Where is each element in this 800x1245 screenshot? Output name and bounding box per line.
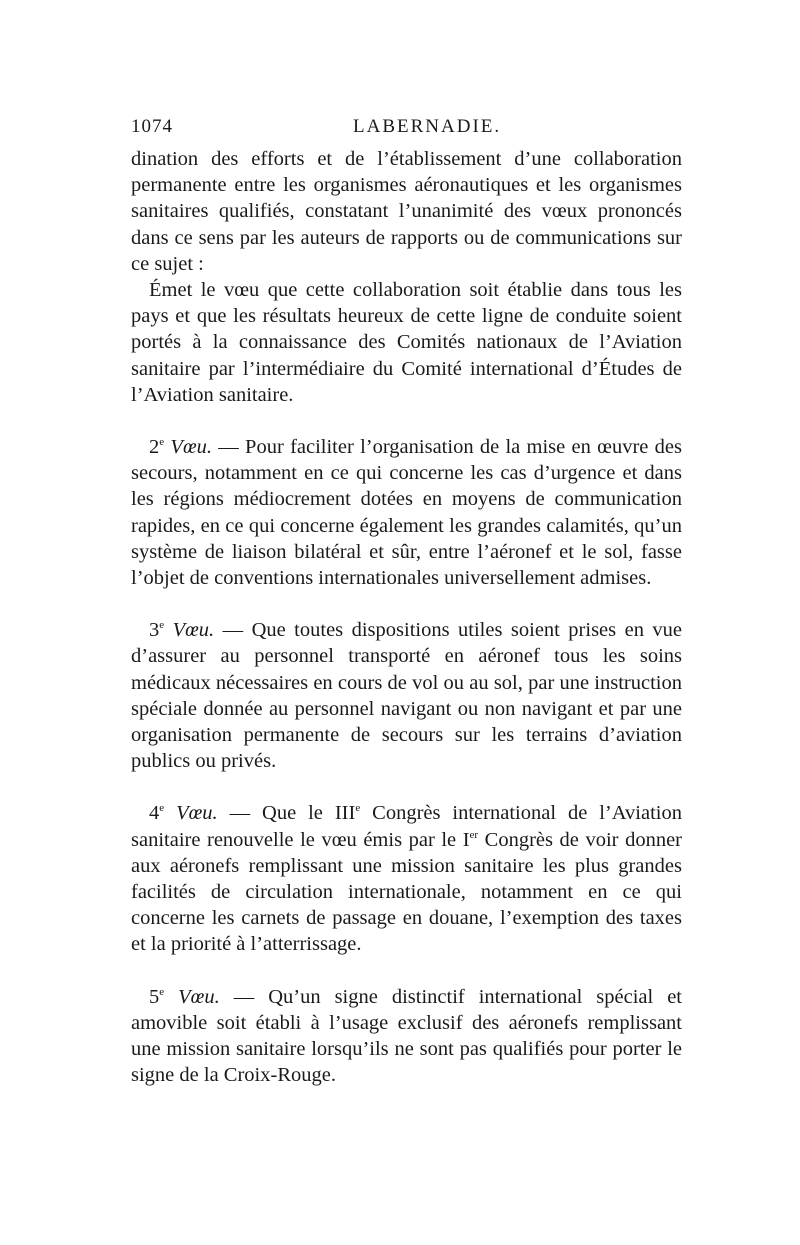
page-number: 1074	[131, 116, 173, 137]
running-head: LABERNADIE.	[353, 116, 502, 137]
voeu-2-label: Vœu.	[170, 436, 212, 459]
voeu-4-number: 4	[149, 802, 160, 825]
voeu-2-text: — Pour faciliter l’organisation de la mise en œuvre des secours, notamment en ce qui concerne les cas d’urgence et dans les régions médiocrement dotées en moyens de communication rapides, en ce qui concerne également les grandes calamités, qu’un système de liaison bilatéral et sûr, entre l’aéronef et le sol, fasse l’objet de conventions internationales universellement admises.	[131, 436, 683, 590]
voeu-5-label: Vœu.	[178, 985, 220, 1008]
voeu-5-text: — Qu’un signe distinctif international spécial et amovible soit établi à l’usage exclusif des aéronefs remplissant une mission sanitaire lorsqu’ils ne sont pas qualifiés pour porter le signe de la Croix-Rouge.	[131, 985, 682, 1087]
voeu-5-number: 5	[149, 985, 160, 1008]
voeu-4-text-b: Congrès international de l’Aviation sanitaire renouvelle le vœu émis par le I	[131, 802, 682, 851]
paragraph-voeu-5	[131, 984, 682, 1089]
voeu-4-first-sup: er	[469, 828, 479, 841]
page-header	[131, 112, 682, 146]
voeu-2-number: 2	[149, 436, 160, 459]
paragraph-voeu-2	[131, 434, 682, 591]
voeu-4-ordinal: e	[159, 802, 165, 815]
paragraph-resolution: Émet le vœu que cette collaboration soit établie dans tous les pays et que les résultats heureux de cette ligne de conduite soient portés à la connaissance des Comités nationaux de l’Aviation sanitaire par l’intermédiaire du Comité international d’Études de l’Aviation sanitaire.	[131, 279, 682, 406]
voeu-2-ordinal: e	[159, 436, 165, 449]
voeu-4-text-c: Congrès de voir donner aux aéronefs remplissant une mission sanitaire les plus grandes facilités de circulation internationale, notamment en ce qui concerne les carnets de passage en douane, l’exemption des taxes et la priorité à l’atterrissage.	[131, 828, 682, 956]
paragraph-voeu-3	[131, 617, 682, 774]
voeu-5-ordinal: e	[159, 985, 165, 998]
voeu-3-ordinal: e	[159, 619, 165, 632]
voeu-4-label: Vœu.	[176, 802, 218, 825]
paragraph-continuation: dination des efforts et de l’établissement d’une collaboration permanente entre les organismes aéronautiques et les organismes sanitaires qualifiés, constatant l’unanimité des vœux prononcés dans ce sens par les auteurs de rapports ou de communications sur ce sujet :	[131, 148, 682, 275]
voeu-4-text-a: — Que le III	[217, 802, 356, 825]
document-page	[131, 112, 682, 1089]
paragraph-voeu-4	[131, 800, 682, 957]
voeu-3-text: — Que toutes dispositions utiles soient prises en vue d’assurer au personnel transporté en aéronef tous les soins médicaux nécessaires en cours de vol ou au sol, par une instruction spéciale donnée au personnel navigant ou non navigant et par une organisation permanente de secours sur les terrains d’aviation publics ou privés.	[131, 619, 682, 773]
voeu-4-roman-sup: e	[355, 802, 361, 815]
voeu-3-number: 3	[149, 619, 160, 642]
voeu-3-label: Vœu.	[172, 619, 215, 642]
